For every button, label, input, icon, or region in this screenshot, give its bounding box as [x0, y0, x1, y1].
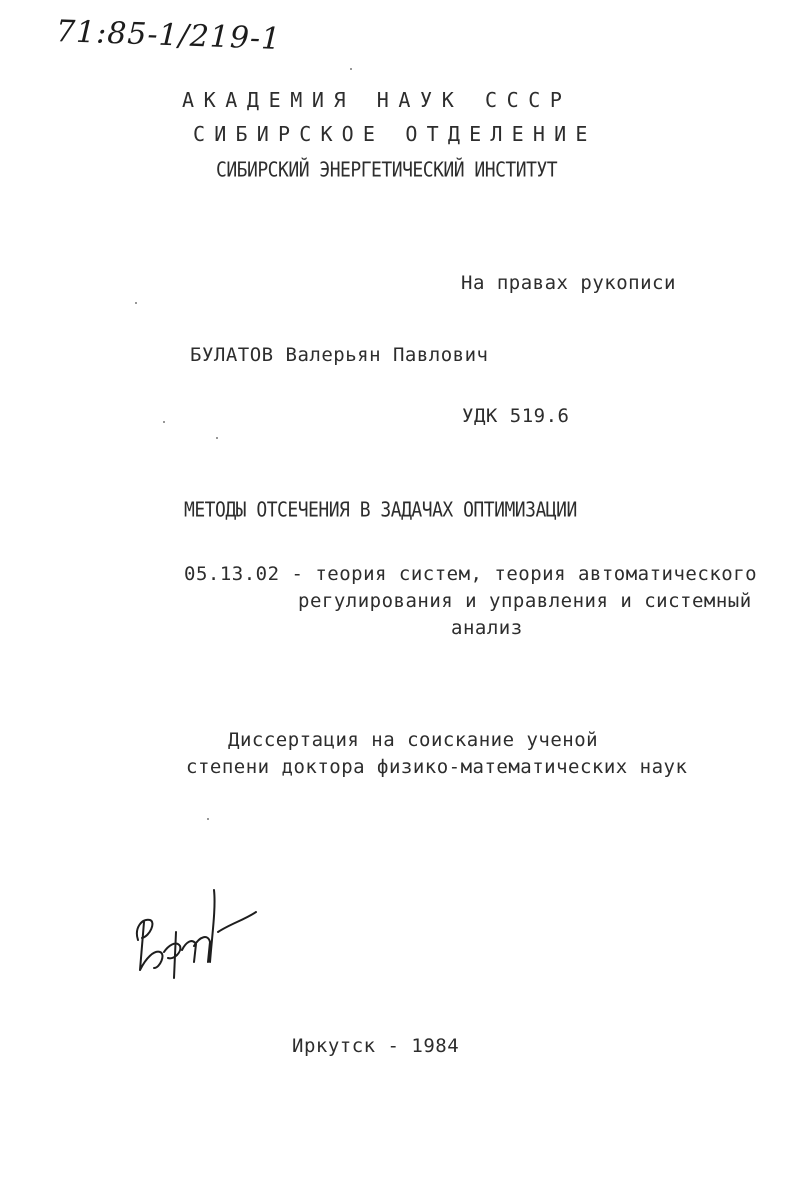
branch-heading: СИБИРСКОЕ ОТДЕЛЕНИЕ — [193, 122, 597, 146]
dissertation-line-2: степени доктора физико-математических наук — [186, 756, 688, 778]
scan-speck — [135, 302, 137, 304]
author-name: БУЛАТОВ Валерьян Павлович — [190, 344, 489, 366]
dissertation-line-1: Диссертация на соискание ученой — [228, 729, 599, 751]
scan-speck — [163, 421, 165, 423]
author-signature — [120, 880, 270, 990]
manuscript-rights: На правах рукописи — [461, 272, 676, 294]
dissertation-title: МЕТОДЫ ОТСЕЧЕНИЯ В ЗАДАЧАХ ОПТИМИЗАЦИИ — [184, 498, 577, 523]
scan-speck — [207, 818, 209, 820]
specialty-line-1: 05.13.02 - теория систем, теория автоматического — [184, 563, 758, 585]
scan-speck — [216, 437, 218, 439]
archive-number: 71:85-1/219-1 — [55, 14, 282, 57]
specialty-line-3: анализ — [451, 617, 523, 639]
udc-code: УДК 519.6 — [462, 405, 570, 427]
specialty-line-2: регулирования и управления и системный — [298, 590, 752, 612]
place-and-year: Иркутск - 1984 — [292, 1035, 460, 1057]
institute-heading: СИБИРСКИЙ ЭНЕРГЕТИЧЕСКИЙ ИНСТИТУТ — [216, 158, 558, 183]
scan-speck — [350, 68, 352, 70]
academy-heading: АКАДЕМИЯ НАУК СССР — [182, 88, 572, 112]
